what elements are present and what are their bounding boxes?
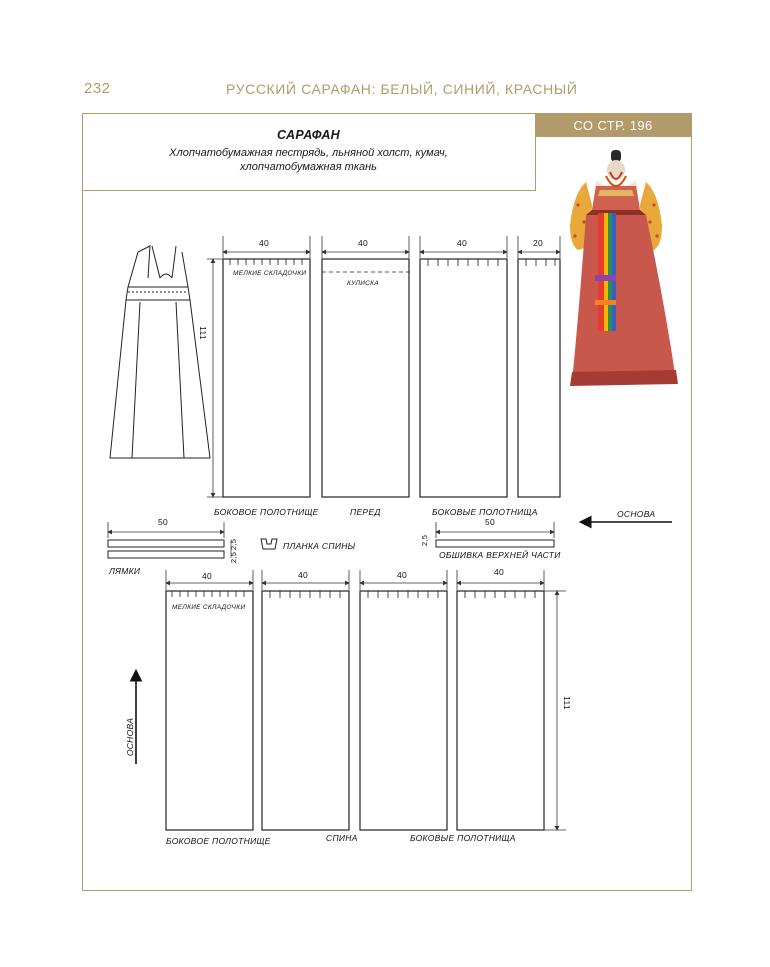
- note-small-pleats-top: МЕЛКИЕ СКЛАДОЧКИ: [233, 270, 307, 277]
- label-front: ПЕРЕД: [350, 507, 381, 517]
- costume-photo: [570, 150, 678, 386]
- dim-width-b2: 40: [298, 570, 309, 580]
- facing-height: 2,5: [420, 534, 430, 547]
- strap-height-2: 2,5: [229, 551, 239, 564]
- page-number: 232: [84, 80, 111, 97]
- dim-width-2: 40: [358, 238, 369, 248]
- facing-width: 50: [485, 517, 496, 527]
- caption-title: САРАФАН: [277, 128, 340, 142]
- panel-side-bottom-mid: [360, 591, 447, 830]
- dim-width-3: 40: [457, 238, 468, 248]
- label-facing: ОБШИВКА ВЕРХНЕЙ ЧАСТИ: [439, 550, 561, 560]
- panel-side-narrow: [518, 259, 560, 497]
- bottom-panels: [166, 591, 544, 830]
- label-side-panels-top: БОКОВЫЕ ПОЛОТНИЩА: [432, 507, 538, 517]
- running-title: РУССКИЙ САРАФАН: БЕЛЫЙ, СИНИЙ, КРАСНЫЙ: [226, 81, 578, 97]
- straps: [108, 522, 277, 558]
- dim-width-1: 40: [259, 238, 270, 248]
- note-drawstring: КУЛИСКА: [347, 280, 379, 287]
- strap-height-1: 2,5: [229, 538, 239, 551]
- top-panels: [223, 259, 560, 497]
- dim-width-b4: 40: [494, 567, 505, 577]
- panel-front: [322, 259, 409, 497]
- dim-width-4: 20: [533, 238, 544, 248]
- label-back-band: ПЛАНКА СПИНЫ: [283, 541, 356, 551]
- note-small-pleats-bottom: МЕЛКИЕ СКЛАДОЧКИ: [172, 604, 246, 611]
- strap-width: 50: [158, 517, 169, 527]
- panel-back: [262, 591, 349, 830]
- dim-width-b1: 40: [202, 571, 213, 581]
- caption-text: Хлопчатобумажная пестрядь, льняной холст, кумач, хлопчатобумажная ткань: [169, 147, 448, 173]
- panel-side-bottom-right: [457, 591, 544, 830]
- sarafan-sketch: [110, 246, 210, 458]
- dim-width-b3: 40: [397, 570, 408, 580]
- dim-height-top: 111: [197, 326, 208, 340]
- label-side-panels-bottom: БОКОВЫЕ ПОЛОТНИЩА: [410, 833, 516, 843]
- label-side-panel-bottom: БОКОВОЕ ПОЛОТНИЩЕ: [166, 836, 271, 846]
- belt-stripes: [595, 213, 616, 331]
- panel-side-bottom-left: [166, 591, 253, 830]
- panel-side-top-left: [223, 259, 310, 497]
- grain-label-bottom: ОСНОВА: [125, 717, 136, 757]
- panel-side-top-right: [420, 259, 507, 497]
- label-side-panel-top: БОКОВОЕ ПОЛОТНИЩЕ: [214, 507, 319, 517]
- label-back: СПИНА: [326, 833, 358, 843]
- reference-tab: СО СТР. 196: [535, 114, 691, 137]
- label-straps: ЛЯМКИ: [109, 566, 141, 576]
- grain-label-top: ОСНОВА: [617, 509, 656, 519]
- dim-height-bottom: 111: [561, 696, 572, 710]
